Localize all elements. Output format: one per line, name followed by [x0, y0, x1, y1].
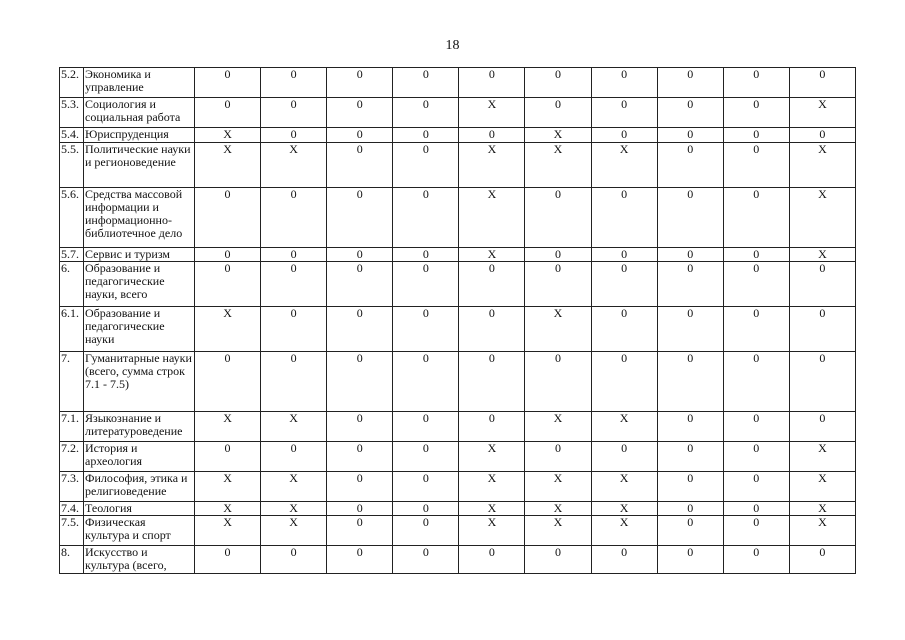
- row-value-cell: 0: [591, 248, 657, 262]
- table-body: [60, 68, 856, 574]
- row-value-cell: 0: [327, 128, 393, 143]
- row-code: 7.1.: [60, 412, 84, 442]
- row-name: Сервис и туризм: [84, 248, 195, 262]
- row-value-cell: 0: [393, 502, 459, 516]
- row-value-cell: X: [789, 502, 855, 516]
- row-value-cell: 0: [723, 412, 789, 442]
- row-value-cell: 0: [327, 546, 393, 574]
- row-value-cell: 0: [657, 516, 723, 546]
- row-value-cell: X: [261, 516, 327, 546]
- row-value-cell: X: [525, 307, 591, 352]
- table-row: [60, 188, 856, 248]
- row-value-cell: 0: [723, 472, 789, 502]
- table-row: [60, 248, 856, 262]
- row-value-cell: X: [525, 128, 591, 143]
- row-value-cell: 0: [657, 472, 723, 502]
- row-value-cell: 0: [525, 262, 591, 307]
- row-value-cell: X: [591, 412, 657, 442]
- row-name: Образование и педагогические науки: [84, 307, 195, 352]
- row-value-cell: X: [459, 502, 525, 516]
- row-name: Образование и педагогические науки, всего: [84, 262, 195, 307]
- row-value-cell: 0: [393, 412, 459, 442]
- row-value-cell: 0: [459, 68, 525, 98]
- row-value-cell: X: [261, 143, 327, 188]
- row-value-cell: 0: [657, 546, 723, 574]
- row-value-cell: 0: [723, 98, 789, 128]
- row-value-cell: X: [195, 502, 261, 516]
- row-value-cell: X: [459, 188, 525, 248]
- row-name: Теология: [84, 502, 195, 516]
- row-value-cell: 0: [657, 188, 723, 248]
- row-value-cell: 0: [393, 262, 459, 307]
- row-value-cell: 0: [195, 248, 261, 262]
- row-value-cell: 0: [657, 307, 723, 352]
- row-code: 5.4.: [60, 128, 84, 143]
- row-value-cell: 0: [789, 68, 855, 98]
- row-value-cell: 0: [459, 412, 525, 442]
- row-value-cell: 0: [393, 248, 459, 262]
- row-value-cell: 0: [327, 262, 393, 307]
- row-code: 7.4.: [60, 502, 84, 516]
- row-code: 5.7.: [60, 248, 84, 262]
- row-value-cell: 0: [195, 546, 261, 574]
- table-row: [60, 352, 856, 412]
- table-row: [60, 68, 856, 98]
- table-row: [60, 412, 856, 442]
- row-value-cell: 0: [393, 68, 459, 98]
- row-value-cell: X: [591, 516, 657, 546]
- row-value-cell: 0: [327, 352, 393, 412]
- table-row: [60, 442, 856, 472]
- row-value-cell: 0: [525, 188, 591, 248]
- row-value-cell: 0: [261, 442, 327, 472]
- row-value-cell: X: [261, 502, 327, 516]
- row-value-cell: 0: [327, 188, 393, 248]
- row-name: Физическая культура и спорт: [84, 516, 195, 546]
- row-value-cell: X: [789, 98, 855, 128]
- row-value-cell: 0: [459, 352, 525, 412]
- row-value-cell: 0: [657, 412, 723, 442]
- row-value-cell: X: [195, 412, 261, 442]
- row-value-cell: 0: [261, 128, 327, 143]
- row-value-cell: 0: [591, 188, 657, 248]
- row-value-cell: 0: [525, 68, 591, 98]
- row-value-cell: X: [195, 516, 261, 546]
- row-value-cell: 0: [723, 502, 789, 516]
- row-value-cell: 0: [591, 307, 657, 352]
- row-value-cell: 0: [261, 188, 327, 248]
- row-value-cell: 0: [723, 248, 789, 262]
- row-value-cell: 0: [393, 442, 459, 472]
- row-value-cell: 0: [591, 352, 657, 412]
- row-name: Социология и социальная работа: [84, 98, 195, 128]
- row-value-cell: 0: [525, 442, 591, 472]
- row-value-cell: 0: [327, 412, 393, 442]
- row-value-cell: 0: [195, 262, 261, 307]
- row-value-cell: 0: [327, 472, 393, 502]
- row-code: 6.1.: [60, 307, 84, 352]
- row-name: Искусство и культура (всего,: [84, 546, 195, 574]
- row-value-cell: 0: [393, 352, 459, 412]
- row-value-cell: 0: [261, 98, 327, 128]
- row-value-cell: 0: [525, 352, 591, 412]
- row-value-cell: X: [261, 472, 327, 502]
- row-value-cell: 0: [525, 98, 591, 128]
- row-value-cell: 0: [393, 128, 459, 143]
- row-code: 7.: [60, 352, 84, 412]
- row-value-cell: 0: [657, 143, 723, 188]
- row-value-cell: X: [195, 307, 261, 352]
- row-value-cell: X: [789, 248, 855, 262]
- table-row: [60, 502, 856, 516]
- row-value-cell: X: [459, 472, 525, 502]
- row-value-cell: 0: [459, 546, 525, 574]
- row-value-cell: 0: [657, 262, 723, 307]
- row-name: Языкознание и литературоведение: [84, 412, 195, 442]
- row-value-cell: 0: [327, 143, 393, 188]
- row-name: История и археология: [84, 442, 195, 472]
- row-value-cell: 0: [327, 516, 393, 546]
- row-value-cell: 0: [657, 352, 723, 412]
- row-value-cell: 0: [393, 188, 459, 248]
- row-value-cell: 0: [657, 98, 723, 128]
- row-value-cell: 0: [591, 546, 657, 574]
- row-value-cell: 0: [195, 188, 261, 248]
- row-value-cell: 0: [657, 502, 723, 516]
- row-value-cell: 0: [723, 128, 789, 143]
- row-value-cell: 0: [723, 188, 789, 248]
- row-value-cell: 0: [459, 307, 525, 352]
- row-name: Экономика и управление: [84, 68, 195, 98]
- row-code: 5.2.: [60, 68, 84, 98]
- row-value-cell: 0: [393, 546, 459, 574]
- row-code: 6.: [60, 262, 84, 307]
- row-code: 8.: [60, 546, 84, 574]
- row-value-cell: 0: [393, 516, 459, 546]
- table-row: [60, 262, 856, 307]
- row-name: Гуманитарные науки (всего, сумма строк 7.1 - 7.5): [84, 352, 195, 412]
- row-value-cell: X: [459, 98, 525, 128]
- row-value-cell: 0: [327, 442, 393, 472]
- row-value-cell: 0: [261, 307, 327, 352]
- row-value-cell: X: [459, 143, 525, 188]
- row-value-cell: 0: [591, 128, 657, 143]
- row-value-cell: X: [789, 516, 855, 546]
- row-value-cell: 0: [327, 307, 393, 352]
- row-value-cell: 0: [261, 546, 327, 574]
- row-name: Средства массовой информации и информационно-библиотечное дело: [84, 188, 195, 248]
- data-table: [59, 67, 856, 574]
- row-value-cell: 0: [789, 412, 855, 442]
- row-code: 5.6.: [60, 188, 84, 248]
- row-value-cell: 0: [261, 352, 327, 412]
- row-value-cell: 0: [393, 472, 459, 502]
- row-value-cell: X: [789, 442, 855, 472]
- page-number: 18: [445, 38, 460, 53]
- table-row: [60, 516, 856, 546]
- row-name: Политические науки и регионоведение: [84, 143, 195, 188]
- row-value-cell: X: [789, 472, 855, 502]
- row-value-cell: 0: [261, 68, 327, 98]
- row-value-cell: 0: [789, 546, 855, 574]
- row-value-cell: 0: [723, 262, 789, 307]
- row-value-cell: 0: [195, 68, 261, 98]
- row-value-cell: 0: [195, 98, 261, 128]
- row-value-cell: X: [459, 248, 525, 262]
- row-value-cell: 0: [723, 546, 789, 574]
- row-value-cell: 0: [327, 68, 393, 98]
- row-code: 7.3.: [60, 472, 84, 502]
- row-value-cell: 0: [459, 262, 525, 307]
- table-row: [60, 98, 856, 128]
- row-value-cell: 0: [195, 442, 261, 472]
- row-value-cell: 0: [657, 68, 723, 98]
- row-value-cell: 0: [459, 128, 525, 143]
- row-value-cell: X: [789, 188, 855, 248]
- row-value-cell: 0: [657, 128, 723, 143]
- row-value-cell: X: [459, 516, 525, 546]
- row-value-cell: X: [591, 502, 657, 516]
- row-value-cell: 0: [327, 98, 393, 128]
- row-value-cell: 0: [393, 307, 459, 352]
- row-value-cell: X: [525, 143, 591, 188]
- row-value-cell: 0: [789, 307, 855, 352]
- row-value-cell: 0: [195, 352, 261, 412]
- row-value-cell: X: [789, 143, 855, 188]
- row-value-cell: 0: [525, 248, 591, 262]
- row-value-cell: 0: [393, 98, 459, 128]
- table-row: [60, 546, 856, 574]
- row-value-cell: 0: [525, 546, 591, 574]
- row-value-cell: X: [525, 502, 591, 516]
- row-value-cell: 0: [261, 262, 327, 307]
- row-name: Философия, этика и религиоведение: [84, 472, 195, 502]
- row-value-cell: X: [195, 128, 261, 143]
- row-value-cell: 0: [723, 307, 789, 352]
- row-value-cell: 0: [327, 248, 393, 262]
- table-row: [60, 128, 856, 143]
- row-value-cell: 0: [789, 128, 855, 143]
- table-row: [60, 472, 856, 502]
- row-value-cell: 0: [327, 502, 393, 516]
- row-value-cell: 0: [657, 442, 723, 472]
- row-value-cell: 0: [723, 442, 789, 472]
- table-row: [60, 307, 856, 352]
- row-value-cell: 0: [657, 248, 723, 262]
- row-value-cell: 0: [723, 516, 789, 546]
- row-name: Юриспруденция: [84, 128, 195, 143]
- row-value-cell: X: [591, 472, 657, 502]
- row-value-cell: 0: [591, 68, 657, 98]
- row-value-cell: X: [525, 516, 591, 546]
- row-value-cell: 0: [393, 143, 459, 188]
- row-code: 7.5.: [60, 516, 84, 546]
- row-value-cell: X: [195, 472, 261, 502]
- row-value-cell: 0: [789, 262, 855, 307]
- row-value-cell: X: [195, 143, 261, 188]
- row-code: 7.2.: [60, 442, 84, 472]
- row-value-cell: X: [591, 143, 657, 188]
- row-value-cell: 0: [591, 262, 657, 307]
- row-value-cell: X: [525, 412, 591, 442]
- row-value-cell: 0: [261, 248, 327, 262]
- row-code: 5.5.: [60, 143, 84, 188]
- row-code: 5.3.: [60, 98, 84, 128]
- row-value-cell: 0: [591, 442, 657, 472]
- row-value-cell: X: [525, 472, 591, 502]
- row-value-cell: X: [459, 442, 525, 472]
- row-value-cell: X: [261, 412, 327, 442]
- row-value-cell: 0: [723, 352, 789, 412]
- row-value-cell: 0: [723, 143, 789, 188]
- row-value-cell: 0: [723, 68, 789, 98]
- row-value-cell: 0: [789, 352, 855, 412]
- row-value-cell: 0: [591, 98, 657, 128]
- table-row: [60, 143, 856, 188]
